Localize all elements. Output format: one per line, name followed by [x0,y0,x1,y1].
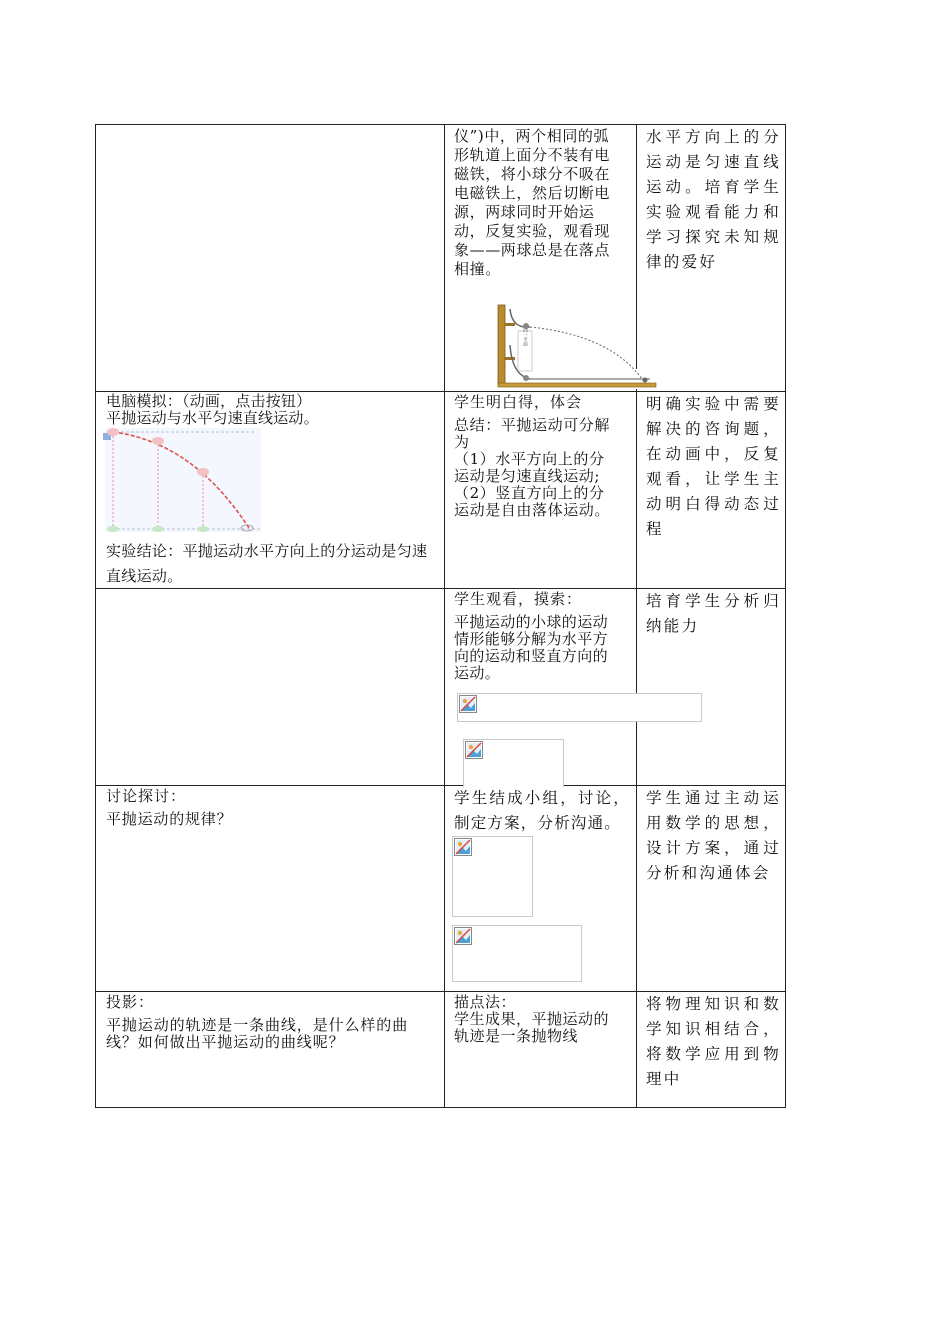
purpose-cell [637,392,786,589]
broken-image-icon [465,741,483,759]
student-understanding: 学生明白得，体会 [454,393,583,411]
experiment-conclusion: 实验结论：平抛运动水平方向上的分运动是匀速直线运动。 [106,542,428,585]
table-row [96,786,786,992]
purpose-text: 将物理知识和数学知识相结合，将数学应用到物理中 [646,995,781,1088]
purpose-text: 水平方向上的分运动是匀速直线运动。培育学生实验观看能力和学习探究未知规律的爱好 [646,128,781,271]
summary-text: 总结：平抛运动可分解 为 （1）水平方向上的分 运动是匀速直线运动; （2）竖直方向上的分 运动是自由落体运动。 [454,416,611,519]
simulation-title: 电脑模拟：（动画，点击按钮） 平抛运动与水平匀速直线运动。 [106,392,319,427]
method-cell [96,786,445,992]
student-observe: 学生观看，摸索： [454,590,583,608]
plotting-method: 描点法： 学生成果，平抛运动的 轨迹是一条抛物线 [454,993,610,1045]
activity-cell [445,992,637,1108]
table-row [96,125,786,392]
purpose-cell [637,589,786,786]
purpose-cell [637,125,786,392]
broken-image-icon [454,927,472,945]
purpose-text: 学生通过主动运用数学的思想，设计方案，通过分析和沟通体会 [646,789,781,882]
method-cell [96,589,445,786]
table-row [96,589,786,786]
activity-cell [445,125,637,392]
activity-cell [445,786,637,992]
apparatus-label: 同一平面 [522,328,528,346]
image-placeholder [452,925,582,982]
activity-cell [445,392,637,589]
parallel-track-apparatus-image [490,299,660,389]
purpose-cell [637,992,786,1108]
broken-image-icon [454,838,472,856]
method-cell [96,392,445,589]
purpose-text: 培育学生分析归纳能力 [646,592,781,635]
image-placeholder [463,739,564,787]
purpose-text: 明确实验中需要解决的咨询题，在动画中，反复观看，让学生主动明白得动态过程 [646,395,781,538]
broken-image-icon [459,695,477,713]
activity-cell [445,589,637,786]
projectile-simulation-image[interactable] [103,428,263,532]
image-placeholder [452,836,533,917]
projection-question: 平抛运动的轨迹是一条曲线，是什么样的曲 线？如何做出平抛运动的曲线呢？ [106,1016,409,1051]
purpose-cell [637,786,786,992]
table-row [96,992,786,1108]
experiment-description: 仪”)中，两个相同的弧 形轨道上面分不装有电 磁铁，将小球分不吸在 电磁铁上，然后切断电 源，两球同时开始运 动，反复实验，观看现 象——两球总是在落点 相撞。 [454,127,611,278]
decomposition-text: 平抛运动的小球的运动 情形能够分解为水平方 向的运动和竖直方向的 运动。 [454,613,609,682]
projection-heading: 投影： [106,993,155,1011]
discussion-heading: 讨论探讨： [106,787,187,805]
lesson-table [95,124,786,1108]
table-row [96,392,786,589]
method-cell [96,125,445,392]
discussion-question: 平抛运动的规律？ [106,810,233,828]
method-cell [96,992,445,1108]
group-activity: 学生结成小组，讨论，制定方案，分析沟通。 [454,789,630,832]
